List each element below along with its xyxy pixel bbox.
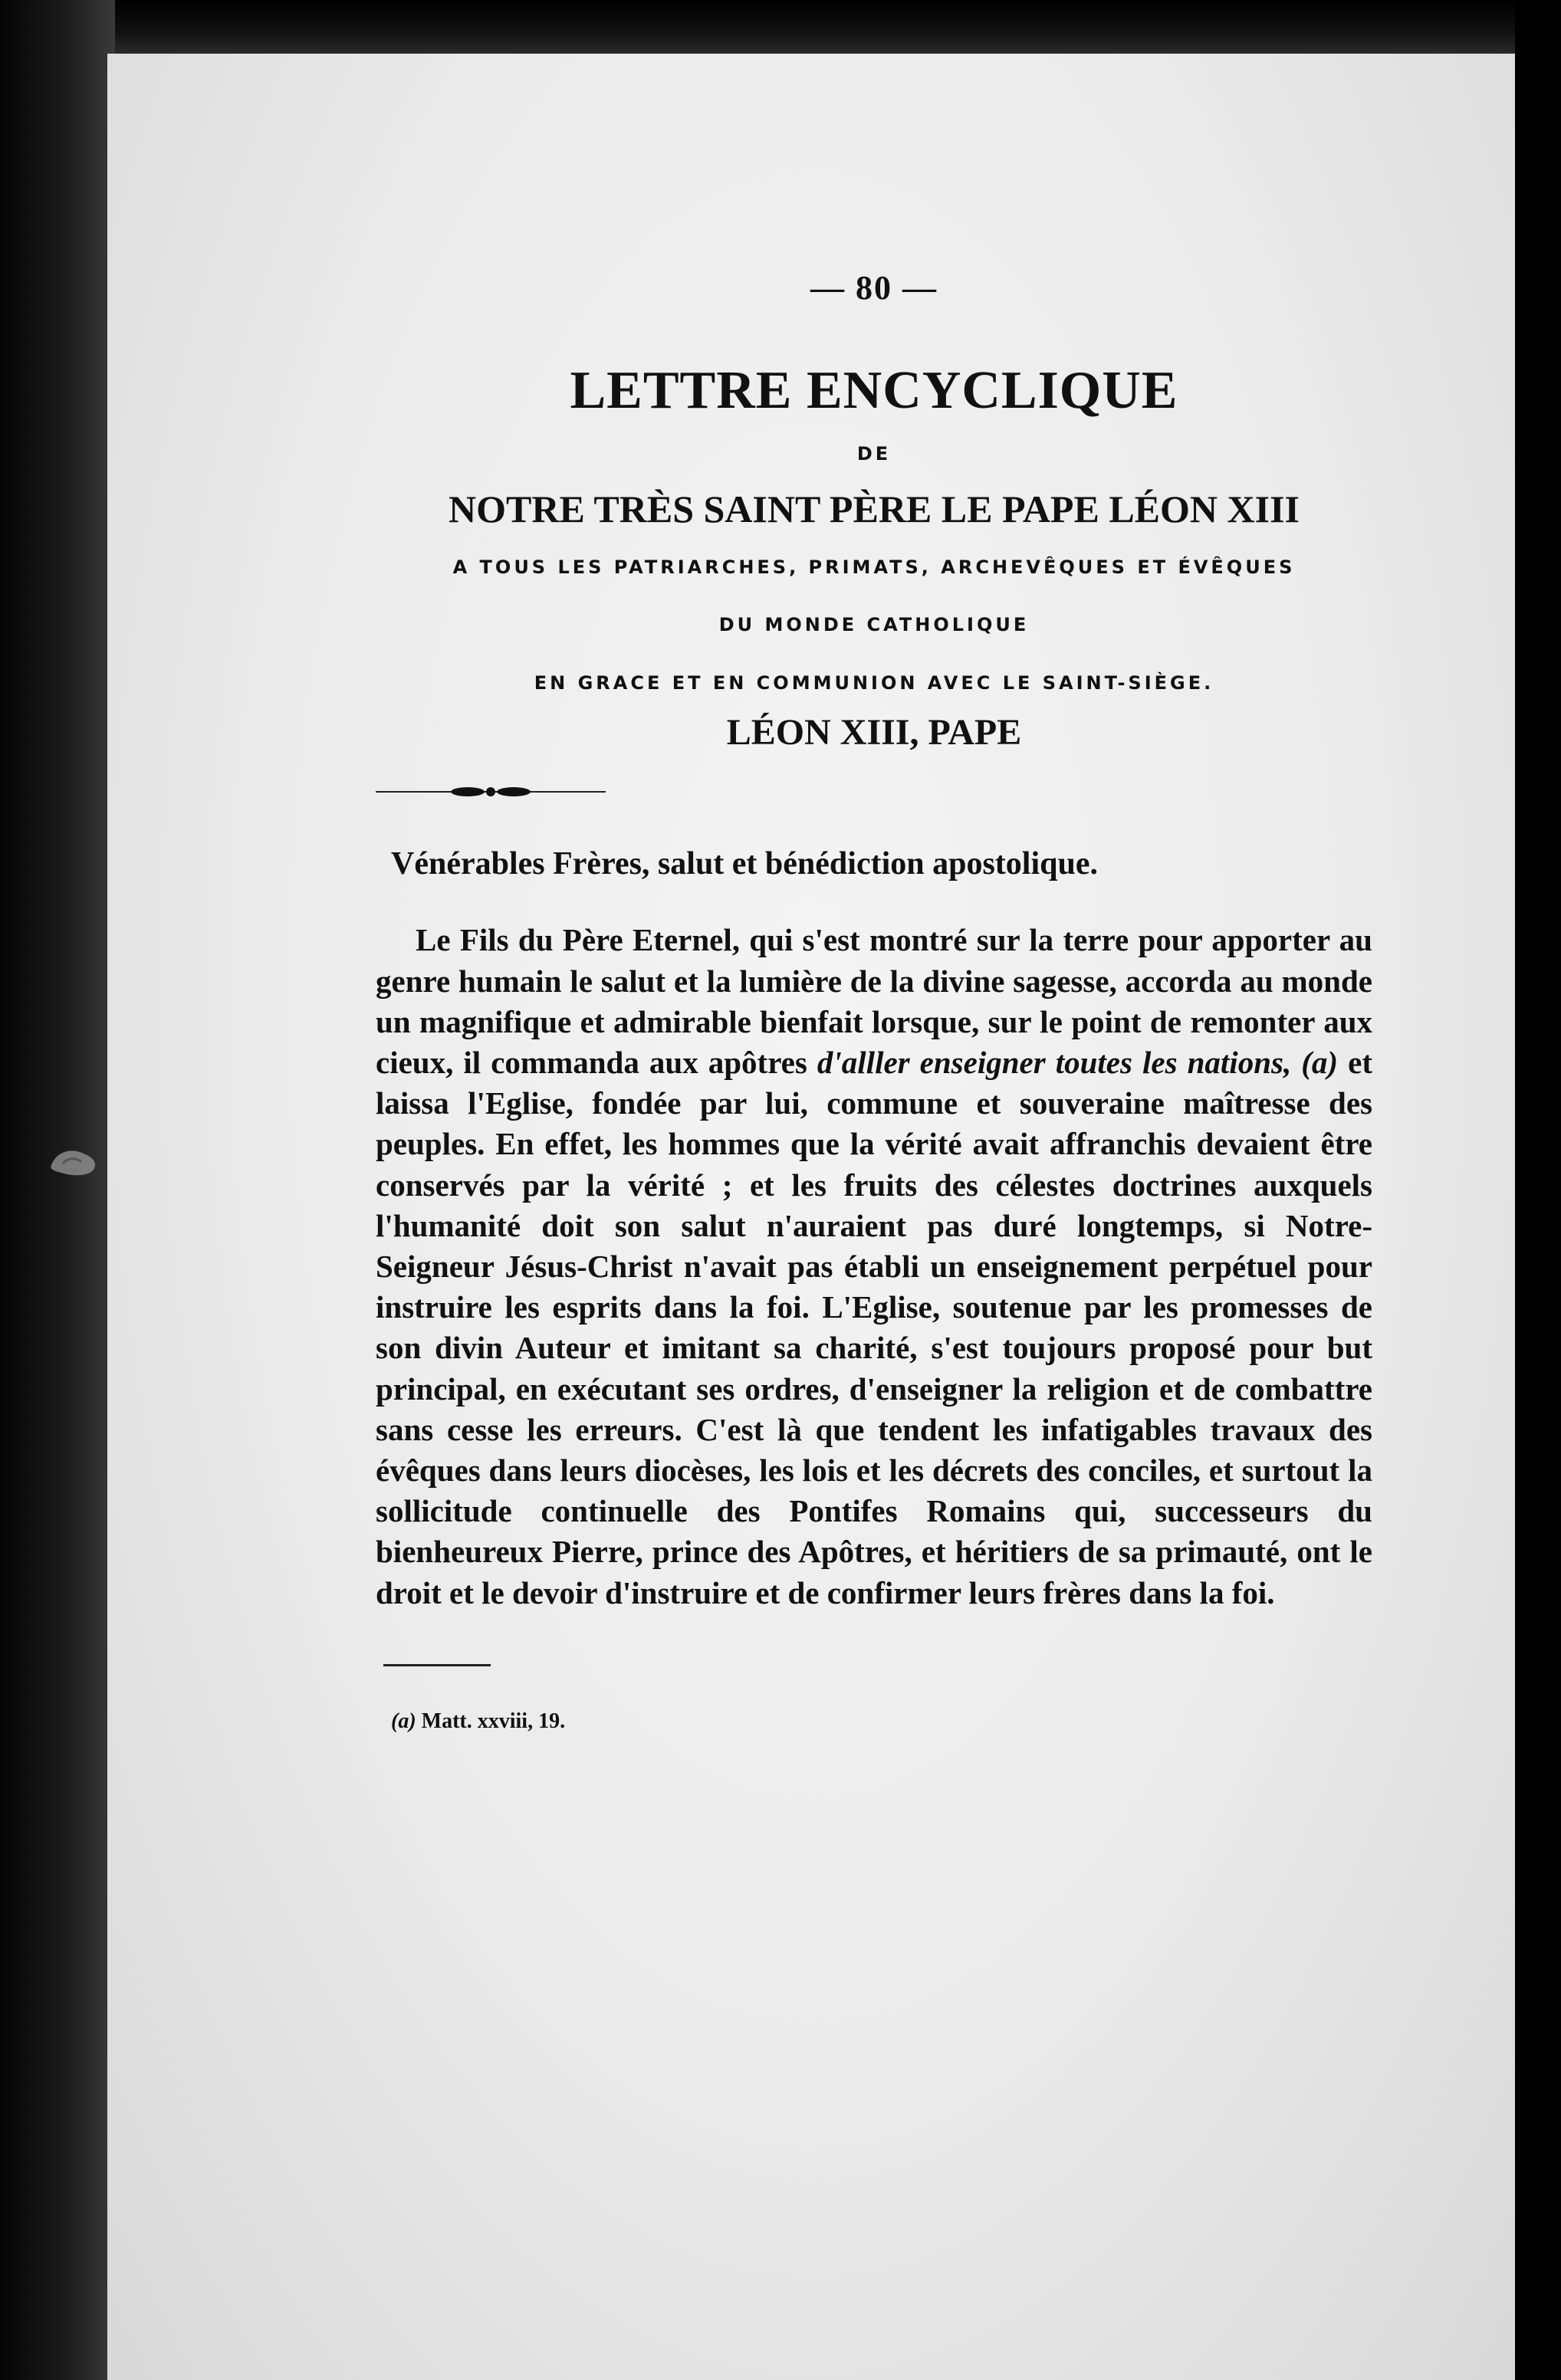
page-content bbox=[376, 268, 1372, 1734]
pope-heading: NOTRE TRÈS SAINT PÈRE LE PAPE LÉON XIII bbox=[448, 487, 1300, 530]
pope-signature: LÉON XIII, PAPE bbox=[726, 712, 1022, 753]
scan-right-border bbox=[1515, 0, 1561, 2380]
scan-left-border bbox=[0, 0, 115, 2380]
salutation: Vénérables Frères, salut et bénédiction apostolique. bbox=[391, 845, 1098, 881]
page-number: — 80 — bbox=[810, 269, 938, 307]
footnote-separator bbox=[383, 1664, 491, 1666]
title-connector: DE bbox=[856, 443, 892, 465]
addressee-line-2: DU MONDE CATHOLIQUE bbox=[718, 613, 1030, 635]
footnote-text: Matt. xxviii, 19. bbox=[416, 1709, 566, 1733]
document-title: LETTRE ENCYCLIQUE bbox=[570, 361, 1178, 420]
addressee-line-3: EN GRACE ET EN COMMUNION AVEC LE SAINT-SIÈGE. bbox=[534, 672, 1214, 694]
ornament-divider bbox=[376, 784, 606, 799]
body-text-end: et laissa l'Eglise, fondée par lui, commune et souveraine maîtresse des peuples. En effet, les hommes que la vérité avait affranchis devaient être conservés par la vérité ; et les fruits des célestes doctrines auxquels l'humanité doit son salut n'auraient pas duré longtemps, si Notre-Seigneur Jésus-Christ n'avait pas établi un enseignement perpétuel pour instruire les esprits dans la foi. L'Eglise, soutenue par les promesses de son divin Auteur et imitant sa charité, s'est toujours proposé pour but principal, en exécutant ses ordres, d'enseigner la religion et de combattre sans cesse les erreurs. C'est là que tendent les infatigables travaux des évêques dans leurs diocèses, les lois et les décrets des conciles, et surtout la sollicitude continuelle des Pontifes Romains qui, successeurs du bienheureux Pierre, prince des Apôtres, et héritiers de sa primauté, ont le droit et le devoir d'instruire et de confirmer leurs frères dans la foi. bbox=[376, 1044, 1372, 1610]
body-italic-quote: d'alller enseigner toutes les nations, (a) bbox=[817, 1044, 1339, 1080]
footnote bbox=[391, 1709, 1372, 1734]
body-text-start: Le Fils du Père Eternel, qui s'est montré sur la terre pour apporter au genre humain le salut et la lumière de la divine sagesse, accorda au monde un magnifique et admirable bienfait lorsque, sur le point de remonter aux cieux, il commanda aux apôtres bbox=[376, 922, 1372, 1080]
ink-blot-mark bbox=[48, 1142, 101, 1180]
scan-top-border bbox=[0, 0, 1561, 54]
addressee-line-1: A TOUS LES PATRIARCHES, PRIMATS, ARCHEVÊQUES ET ÉVÊQUES bbox=[452, 556, 1296, 578]
footnote-mark: (a) bbox=[391, 1709, 416, 1733]
body-paragraph bbox=[376, 920, 1372, 1613]
